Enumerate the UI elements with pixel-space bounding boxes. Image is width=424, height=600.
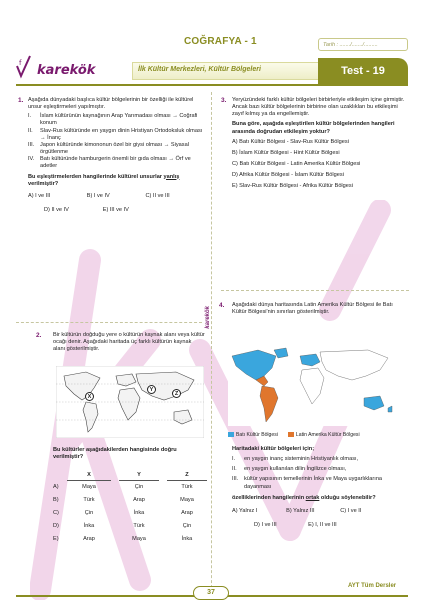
column-header: Z xyxy=(167,472,207,481)
date-field: Tarih : ......./......./......... xyxy=(318,38,408,51)
section-title: İlk Kültür Merkezleri, Kültür Bölgeleri xyxy=(138,66,261,73)
table-row[interactable]: B) Türk Arap Maya xyxy=(53,496,194,503)
option-a[interactable]: A) Yalnız I xyxy=(232,507,258,514)
option-a[interactable]: A) Batı Kültür Bölgesi - Slav-Rus Kültür Bölgesi xyxy=(232,138,349,145)
right-divider xyxy=(221,290,409,291)
side-brand: karekök xyxy=(205,306,211,329)
option-c[interactable]: C) Batı Kültür Bölgesi - Latin Amerika Kültür Bölgesi xyxy=(232,161,361,168)
header-divider xyxy=(16,84,408,86)
q1-number: 1. xyxy=(18,97,24,104)
question-1 xyxy=(28,97,206,214)
world-map-q2 xyxy=(56,366,204,438)
map-marker-x: X xyxy=(85,392,94,401)
table-row[interactable]: A) Maya Çin Türk xyxy=(53,483,193,490)
page-number: 37 xyxy=(193,586,229,600)
option-d[interactable]: D) II ve IV xyxy=(44,207,69,214)
q1-item: IV. Batı kültüründe hamburgerin önemli bir gıda olması → Örf ve adetler xyxy=(28,156,191,170)
q3-number: 3. xyxy=(221,97,227,104)
question-3 xyxy=(232,97,410,195)
option-e[interactable]: E) III ve IV xyxy=(102,207,129,214)
table-row[interactable]: C) Çin İnka Arap xyxy=(53,510,193,517)
test-label: Test - 19 xyxy=(318,58,408,84)
table-row[interactable]: E) Arap Maya İnka xyxy=(53,536,193,543)
subject-title: COĞRAFYA - 1 xyxy=(184,36,257,47)
q1-options xyxy=(28,193,206,214)
q2-stem: Bir kültürün doğduğu yere o kültürün kaynak alanı veya kültür ocağı denir. Aşağıdaki haritada üç farklı kültürün kaynak alanı gösterilmiştir. xyxy=(53,332,205,353)
map-legend xyxy=(228,432,360,439)
option-a[interactable]: A) I ve III xyxy=(28,192,51,199)
q4-question: özelliklerinden hangilerinin ortak olduğu söylenebilir? xyxy=(232,494,376,501)
q2-question: Bu kültürler aşağıdakilerden hangisinde doğru verilmiştir? xyxy=(53,447,177,461)
q2-number: 2. xyxy=(36,332,42,339)
q4-item: III. kültür yapısının temellerinin İnka ve Maya uygarlıklarına dayanması xyxy=(232,476,383,490)
question-2 xyxy=(53,332,205,354)
q4-intro: Haritadaki kültür bölgeleri için; xyxy=(232,446,315,452)
left-divider xyxy=(16,322,202,323)
world-map-q4 xyxy=(228,346,396,426)
legend-west: Batı Kültür Bölgesi xyxy=(228,432,278,439)
question-4 xyxy=(232,302,396,317)
column-divider xyxy=(211,92,212,600)
option-b[interactable]: B) I ve IV xyxy=(86,192,110,199)
q4-body xyxy=(232,446,396,529)
q4-item: I. en yaygın inanç sisteminin Hristiyanlık olması, xyxy=(232,456,359,463)
footer-brand: AYT Tüm Dersler xyxy=(348,583,397,589)
q4-options xyxy=(232,508,396,529)
q4-stem: Aşağıdaki dünya haritasında Latin Amerika Kültür Bölgesi ile Batı Kültür Bölgesi'nin sınırları gösterilmiştir. xyxy=(232,302,393,316)
map-marker-y: Y xyxy=(147,385,156,394)
column-header: Y xyxy=(119,472,159,481)
legend-latin: Latin Amerika Kültür Bölgesi xyxy=(288,432,360,439)
option-c[interactable]: C) II ve III xyxy=(145,192,170,199)
q1-question: Bu eşleştirmelerden hangilerinde kültürel unsurlar yanlış verilmiştir? xyxy=(28,173,180,187)
q1-item: III. Japon kültüründe kimononun özel bir giysi olması → Siyasal örgütlenme xyxy=(28,141,189,156)
option-c[interactable]: C) I ve II xyxy=(340,507,362,514)
q4-item: II. en yaygın kullanılan dilin İngilizce olması, xyxy=(232,466,347,473)
q4-number: 4. xyxy=(219,302,225,309)
option-d[interactable]: D) I ve III xyxy=(254,522,277,529)
svg-text:f: f xyxy=(19,59,22,67)
table-row[interactable]: D) İnka Türk Çin xyxy=(53,523,192,530)
map-marker-z: Z xyxy=(172,389,181,398)
q1-item: I. İslam kültürünün kaynağının Arap Yarımadası olması → Coğrafi konum xyxy=(28,113,198,127)
option-b[interactable]: B) İslam Kültür Bölgesi - Hint Kültür Bölgesi xyxy=(232,149,340,156)
option-d[interactable]: D) Afrika Kültür Bölgesi - İslam Kültür Bölgesi xyxy=(232,172,344,179)
option-e[interactable]: E) I, II ve III xyxy=(308,522,337,529)
q1-item: II. Slav-Rus kültüründe en yaygın dinin Hristiyan Ortodoksluk olması → İnanç xyxy=(28,127,203,141)
option-b[interactable]: B) Yalnız III xyxy=(286,507,315,514)
brand-logo: karekök xyxy=(37,63,96,78)
q3-question: Buna göre, aşağıda eşleştirilen kültür bölgelerinden hangileri arasında doğrudan etkileşim yoktur? xyxy=(232,121,395,135)
q3-stem: Yeryüzündeki farklı kültür bölgeleri birbirleriyle etkileşim içine girmiştir. Ancak bazı kültür bölgelerinin birbirine olan uzaklıkları bu etkileşimi zayıf kılmış ya da engellemiştir. xyxy=(232,97,405,118)
q1-stem: Aşağıda dünyadaki başlıca kültür bölgelerinin bir özelliği ile kültürel unsur eşleştirmeleri yapılmıştır. xyxy=(28,97,194,111)
column-header: X xyxy=(67,472,111,481)
option-e[interactable]: E) Slav-Rus Kültür Bölgesi - Afrika Kültür Bölgesi xyxy=(232,183,353,190)
q2-answer-table xyxy=(53,472,207,547)
logo-icon xyxy=(16,54,32,80)
